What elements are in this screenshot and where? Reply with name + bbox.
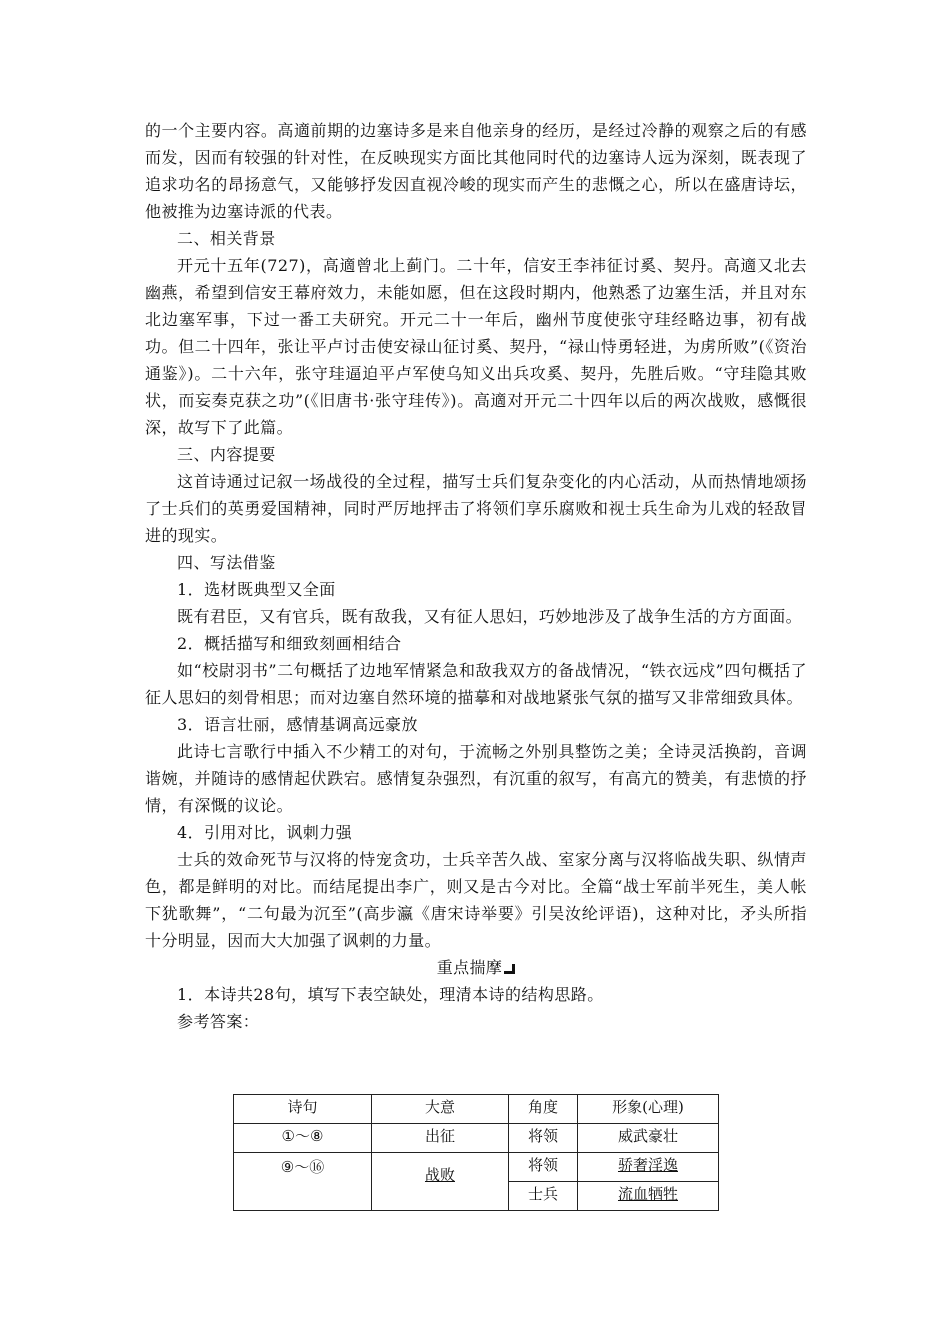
cell-image <box>578 1153 719 1182</box>
section-title-text: 重点揣摩 <box>436 958 503 977</box>
paragraph-intro-continuation: 的一个主要内容。高適前期的边塞诗多是来自他亲身的经历，是经过冷静的观察之后的有感而发，因而有较强的针对性，在反映现实方面比其他同时代的边塞诗人远为深刻，既表现了追求功名的昂扬意气，又能够抒发因直视冷峻的现实而产生的悲慨之心，所以在盛唐诗坛，他被推为边塞诗派的代表。 <box>145 121 807 221</box>
heading-summary: 三、内容提要 <box>177 445 276 464</box>
question-1: 1．本诗共28句，填写下表空缺处，理清本诗的结构思路。 <box>177 985 604 1004</box>
paragraph-technique-3: 此诗七言歌行中插入不少精工的对句，于流畅之外别具整饬之美；全诗灵活换韵，音调谐婉，并随诗的感情起伏跌宕。感情复杂强烈，有沉重的叙写，有高亢的赞美，有悲愤的抒情，有深慨的议论。 <box>145 742 807 815</box>
cell-meaning: 出征 <box>372 1124 509 1153</box>
cell-angle: 将领 <box>509 1124 578 1153</box>
section-title <box>145 954 807 981</box>
table-row <box>234 1153 719 1182</box>
paragraph-technique-1: 既有君臣，又有官兵，既有敌我，又有征人思妇，巧妙地涉及了战争生活的方方面面。 <box>177 607 803 626</box>
header-cell: 诗句 <box>234 1095 372 1124</box>
cell-angle: 将领 <box>509 1153 578 1182</box>
cell-angle: 士兵 <box>509 1182 578 1211</box>
header-cell: 角度 <box>509 1095 578 1124</box>
paragraph-summary: 这首诗通过记叙一场战役的全过程，描写士兵们复杂变化的内心活动，从而热情地颂扬了士兵们的英勇爱国精神，同时严厉地抨击了将领们享乐腐败和视士兵生命为儿戏的轻敌冒进的现实。 <box>145 472 807 545</box>
cell-lines-text: ⑨～⑯ <box>280 1158 325 1176</box>
header-cell: 形象(心理) <box>578 1095 719 1124</box>
paragraph-technique-4: 士兵的效命死节与汉将的恃宠贪功，士兵辛苦久战、室家分离与汉将临战失职、纵情声色，都是鲜明的对比。而结尾提出李广，则又是古今对比。全篇“战士军前半死生，美人帐下犹歌舞”，“二句最为沉至”(高步瀛《唐宋诗举要》引吴汝纶评语)，这种对比，矛头所指十分明显，因而大大加强了讽刺的力量。 <box>145 850 807 950</box>
paragraph-background: 开元十五年(727)，高適曾北上蓟门。二十年，信安王李祎征讨奚、契丹。高適又北去幽燕，希望到信安王幕府效力，未能如愿，但在这段时期内，他熟悉了边塞生活，并且对东北边塞军事，下过一番工夫研究。开元二十一年后，幽州节度使张守珪经略边事，初有战功。但二十四年，张让平卢讨击使安禄山征讨奚、契丹，“禄山恃勇轻进，为虏所败”(《资治通鉴》)。二十六年，张守珪逼迫平卢军使乌知义出兵攻奚、契丹，先胜后败。“守珪隐其败状，而妄奏克获之功”(《旧唐书·张守珪传》)。高適对开元二十四年以后的两次战败，感慨很深，故写下了此篇。 <box>145 256 807 437</box>
subheading-1: 1．选材既典型又全面 <box>177 580 336 599</box>
heading-writing-techniques: 四、写法借鉴 <box>177 553 276 572</box>
subheading-2: 2．概括描写和细致刻画相结合 <box>177 634 402 653</box>
cell-lines: ①～⑧ <box>234 1124 372 1153</box>
heading-background: 二、相关背景 <box>177 229 276 248</box>
cell-image <box>578 1182 719 1211</box>
subheading-4: 4．引用对比，讽刺力强 <box>177 823 353 842</box>
corner-mark-icon <box>504 964 515 974</box>
answer-table <box>233 1094 719 1211</box>
answer-image: 骄奢淫逸 <box>617 1156 678 1174</box>
header-cell: 大意 <box>372 1095 509 1124</box>
cell-lines <box>234 1153 372 1211</box>
paragraph-technique-2: 如“校尉羽书”二句概括了边地军情紧急和敌我双方的备战情况，“铁衣远戍”四句概括了征人思妇的刻骨相思；而对边塞自然环境的描摹和对战地紧张气氛的描写又非常细致具体。 <box>145 661 807 707</box>
cell-image: 威武豪壮 <box>578 1124 719 1153</box>
answer-image: 流血牺牲 <box>617 1185 678 1203</box>
document-page <box>145 117 807 1203</box>
table-header-row <box>234 1095 719 1124</box>
answer-meaning: 战败 <box>424 1166 455 1184</box>
table-row <box>234 1124 719 1153</box>
cell-meaning <box>372 1153 509 1211</box>
subheading-3: 3．语言壮丽，感情基调高远豪放 <box>177 715 418 734</box>
answer-label: 参考答案： <box>177 1012 260 1031</box>
